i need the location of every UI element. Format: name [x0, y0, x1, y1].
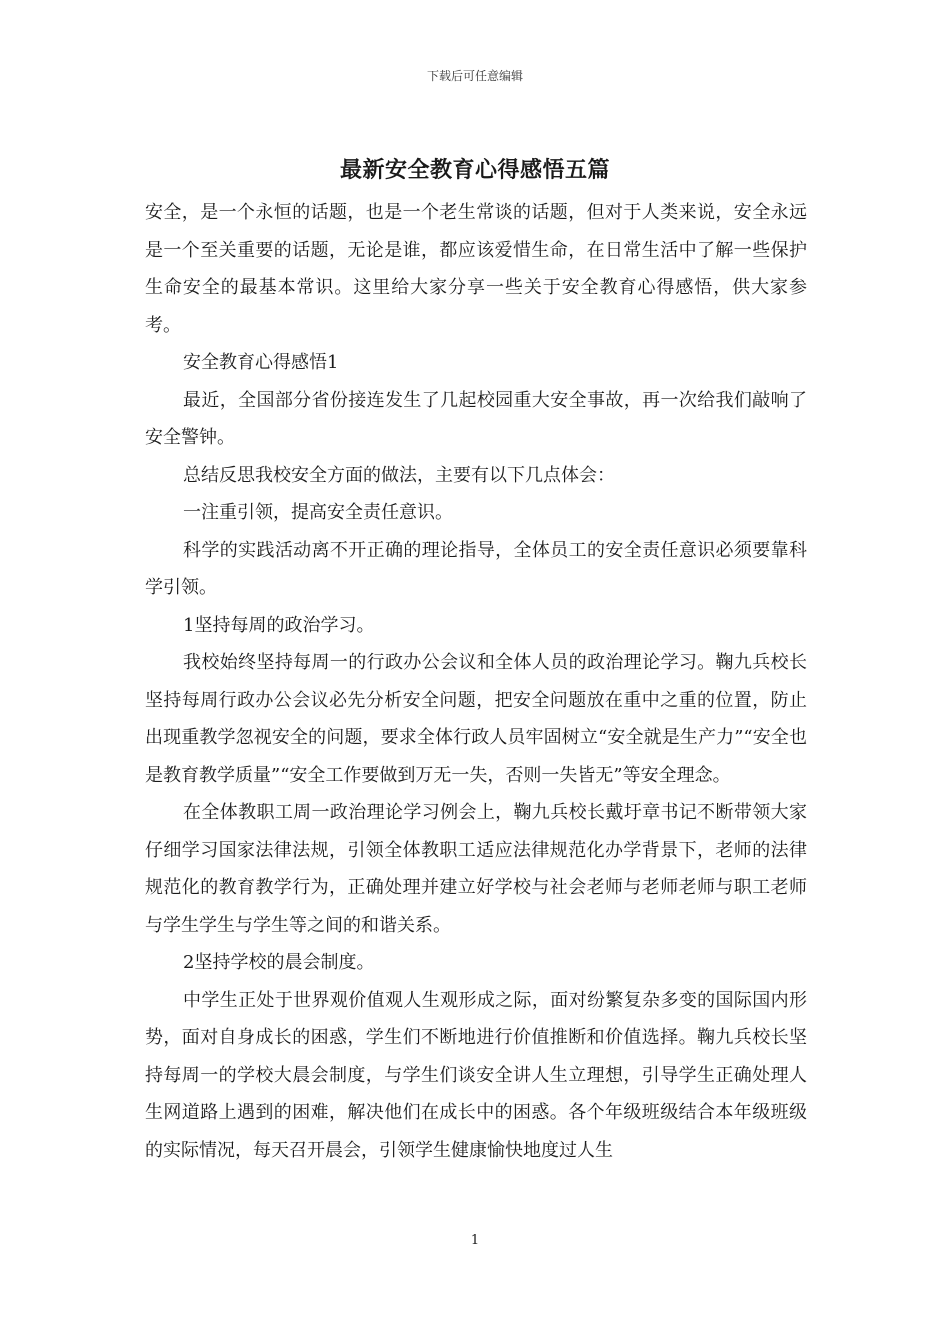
subheading: 一注重引领，提高安全责任意识。	[183, 502, 453, 523]
section-heading: 安全教育心得感悟1	[183, 352, 339, 373]
page-number: 1	[470, 1233, 480, 1248]
list-item-heading: 2坚持学校的晨会制度。	[183, 952, 375, 973]
intro-paragraph: 安全，是一个永恒的话题，也是一个老生常谈的话题，但对于人类来说，安全永远是一个至关重要的话题，无论是谁，都应该爱惜生命，在日常生活中了解一些保护生命安全的最基本常识。这里给大家分享一些关于安全教育心得感悟，供大家参考。	[145, 202, 807, 336]
header-note: 下载后可任意编辑	[426, 69, 523, 83]
body-paragraph: 中学生正处于世界观价值观人生观形成之际，面对纷繁复杂多变的国际国内形势，面对自身成长的困惑，学生们不断地进行价值推断和价值选择。鞠九兵校长坚持每周一的学校大晨会制度，与学生们谈安全讲人生立理想，引导学生正确处理人生网道路上遇到的困难，解决他们在成长中的困惑。各个年级班级结合本年级班级的实际情况，每天召开晨会，引领学生健康愉快地度过人生	[145, 989, 807, 1161]
list-item-heading: 1坚持每周的政治学习。	[183, 614, 375, 636]
body-paragraph: 最近，全国部分省份接连发生了几起校园重大安全事故，再一次给我们敲响了安全警钟。	[145, 389, 807, 448]
body-paragraph: 科学的实践活动离不开正确的理论指导，全体员工的安全责任意识必须要靠科学引领。	[145, 539, 807, 598]
document-body	[145, 194, 807, 1169]
body-paragraph: 我校始终坚持每周一的行政办公会议和全体人员的政治理论学习。鞠九兵校长坚持每周行政办公会议必先分析安全问题，把安全问题放在重中之重的位置，防止出现重教学忽视安全的问题，要求全体行政人员牢固树立“安全就是生产力”“安全也是教育教学质量”“安全工作要做到万无一失，否则一失皆无”等安全理念。	[145, 652, 807, 786]
document-title: 最新安全教育心得感悟五篇	[339, 157, 610, 183]
body-paragraph: 总结反思我校安全方面的做法，主要有以下几点体会：	[183, 464, 615, 486]
body-paragraph: 在全体教职工周一政治理论学习例会上，鞠九兵校长戴圩章书记不断带领大家仔细学习国家法律法规，引领全体教职工适应法律规范化办学背景下，老师的法律规范化的教育教学行为，正确处理并建立好学校与社会老师与老师老师与职工老师与学生学生与学生等之间的和谐关系。	[145, 802, 807, 936]
